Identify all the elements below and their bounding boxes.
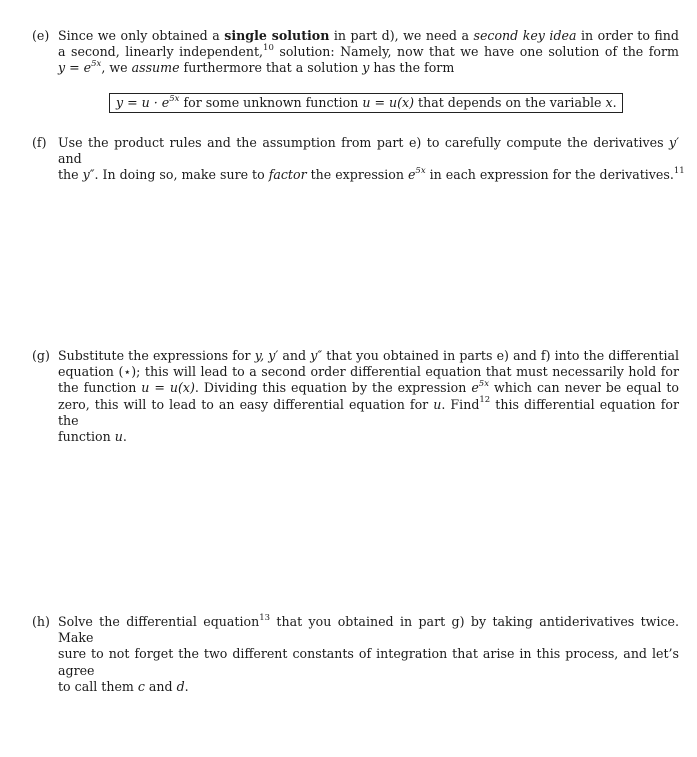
- text: and: [278, 348, 311, 363]
- text: . Dividing this equation by the expression: [194, 380, 472, 396]
- part-f-text: [58, 135, 685, 184]
- text: zero, this will to lead to an easy differential equation for: [58, 396, 434, 412]
- text: Use the product rules and the assumption from part e) to carefully compute the derivatives: [58, 135, 670, 150]
- math: y″: [310, 348, 323, 363]
- text: which can never be equal to: [488, 380, 679, 396]
- math-exponent: 5x: [169, 93, 180, 104]
- math: e: [407, 167, 416, 183]
- footnote-marker: 10: [263, 43, 274, 54]
- part-g-line-3: [58, 380, 679, 396]
- text: the function: [58, 380, 142, 396]
- emphasis-italic: second key idea: [473, 28, 577, 43]
- text: that you obtained in part g) by taking antiderivatives twice. Make: [58, 614, 679, 646]
- math: d: [176, 678, 185, 694]
- part-e-label: (e): [32, 28, 50, 43]
- emphasis-italic: assume: [131, 60, 180, 76]
- part-g-line-1: [58, 348, 679, 364]
- math: u: [433, 396, 442, 412]
- math: y″: [82, 167, 95, 183]
- text: to call them: [58, 678, 138, 694]
- math: y = e: [58, 60, 92, 76]
- text: the expression: [306, 167, 408, 183]
- text: that depends on the variable: [414, 95, 606, 110]
- math: e: [471, 380, 479, 396]
- part-g-line-5: [58, 429, 679, 445]
- math: x: [605, 95, 613, 110]
- part-g-text: [58, 348, 679, 445]
- part-e-line-3: [58, 60, 679, 76]
- text: .: [184, 678, 189, 694]
- math-exponent: 5x: [91, 59, 102, 70]
- text: has the form: [369, 60, 455, 76]
- math-exponent: 5x: [478, 379, 489, 390]
- footnote-marker: 11: [673, 166, 685, 177]
- text: Since we only obtained a: [58, 28, 225, 43]
- math: y′: [669, 135, 679, 150]
- part-h-line-2: [58, 646, 679, 678]
- text: function: [58, 429, 115, 445]
- part-e-line-2: [58, 44, 679, 60]
- math: y = u · e: [116, 95, 170, 110]
- part-h-line-1: [58, 614, 679, 646]
- part-f-label: (f): [32, 135, 47, 150]
- part-f-line-1: [58, 135, 679, 167]
- text: . Find: [441, 396, 480, 412]
- math: c: [137, 678, 145, 694]
- assumption-box: [109, 93, 623, 113]
- text: and: [58, 151, 82, 167]
- math: u = u(x): [362, 95, 415, 110]
- part-g-label: (g): [32, 348, 50, 363]
- text: in part d), we need a: [329, 28, 474, 43]
- footnote-marker: 13: [259, 612, 271, 623]
- text: Solve the differential equation: [58, 614, 260, 629]
- math: y, y′: [254, 348, 279, 363]
- text: equation (⋆); this will lead to a second order differential equation that must necessarily hold for: [58, 364, 679, 380]
- math: y: [362, 60, 370, 76]
- text: a second, linearly independent,: [58, 44, 264, 60]
- text: the: [58, 167, 83, 183]
- text: .: [122, 429, 127, 445]
- text: this differential equation for the: [58, 396, 679, 428]
- part-h-text: [58, 614, 679, 695]
- part-e-text: [58, 28, 679, 77]
- math: u: [114, 429, 123, 445]
- text: .: [612, 95, 617, 110]
- text: and: [144, 678, 177, 694]
- text: in order to find: [576, 28, 679, 43]
- part-h-line-3: [58, 679, 679, 695]
- text: sure to not forget the two different constants of integration that arise in this process, and let’s agree: [58, 646, 679, 678]
- part-e-line-1: [58, 28, 679, 44]
- part-g-line-4: [58, 397, 679, 429]
- emphasis-italic: factor: [268, 167, 307, 183]
- emphasis-bold: single solution: [224, 28, 330, 43]
- footnote-marker: 12: [479, 395, 491, 406]
- text: in each expression for the derivatives.: [425, 167, 674, 183]
- part-g-line-2: [58, 364, 679, 380]
- text: , we: [101, 60, 132, 76]
- part-h-label: (h): [32, 614, 50, 629]
- text: furthermore that a solution: [179, 60, 363, 76]
- text: . In doing so, make sure to: [94, 167, 269, 183]
- math: u = u(x): [141, 380, 195, 396]
- text: solution: Namely, now that we have one solution of the form: [273, 44, 679, 60]
- math-exponent: 5x: [415, 166, 426, 177]
- text: that you obtained in parts e) and f) into the differential: [322, 348, 680, 363]
- text: Substitute the expressions for: [58, 348, 255, 363]
- part-f-line-2: [58, 166, 685, 183]
- text: for some unknown function: [179, 95, 363, 110]
